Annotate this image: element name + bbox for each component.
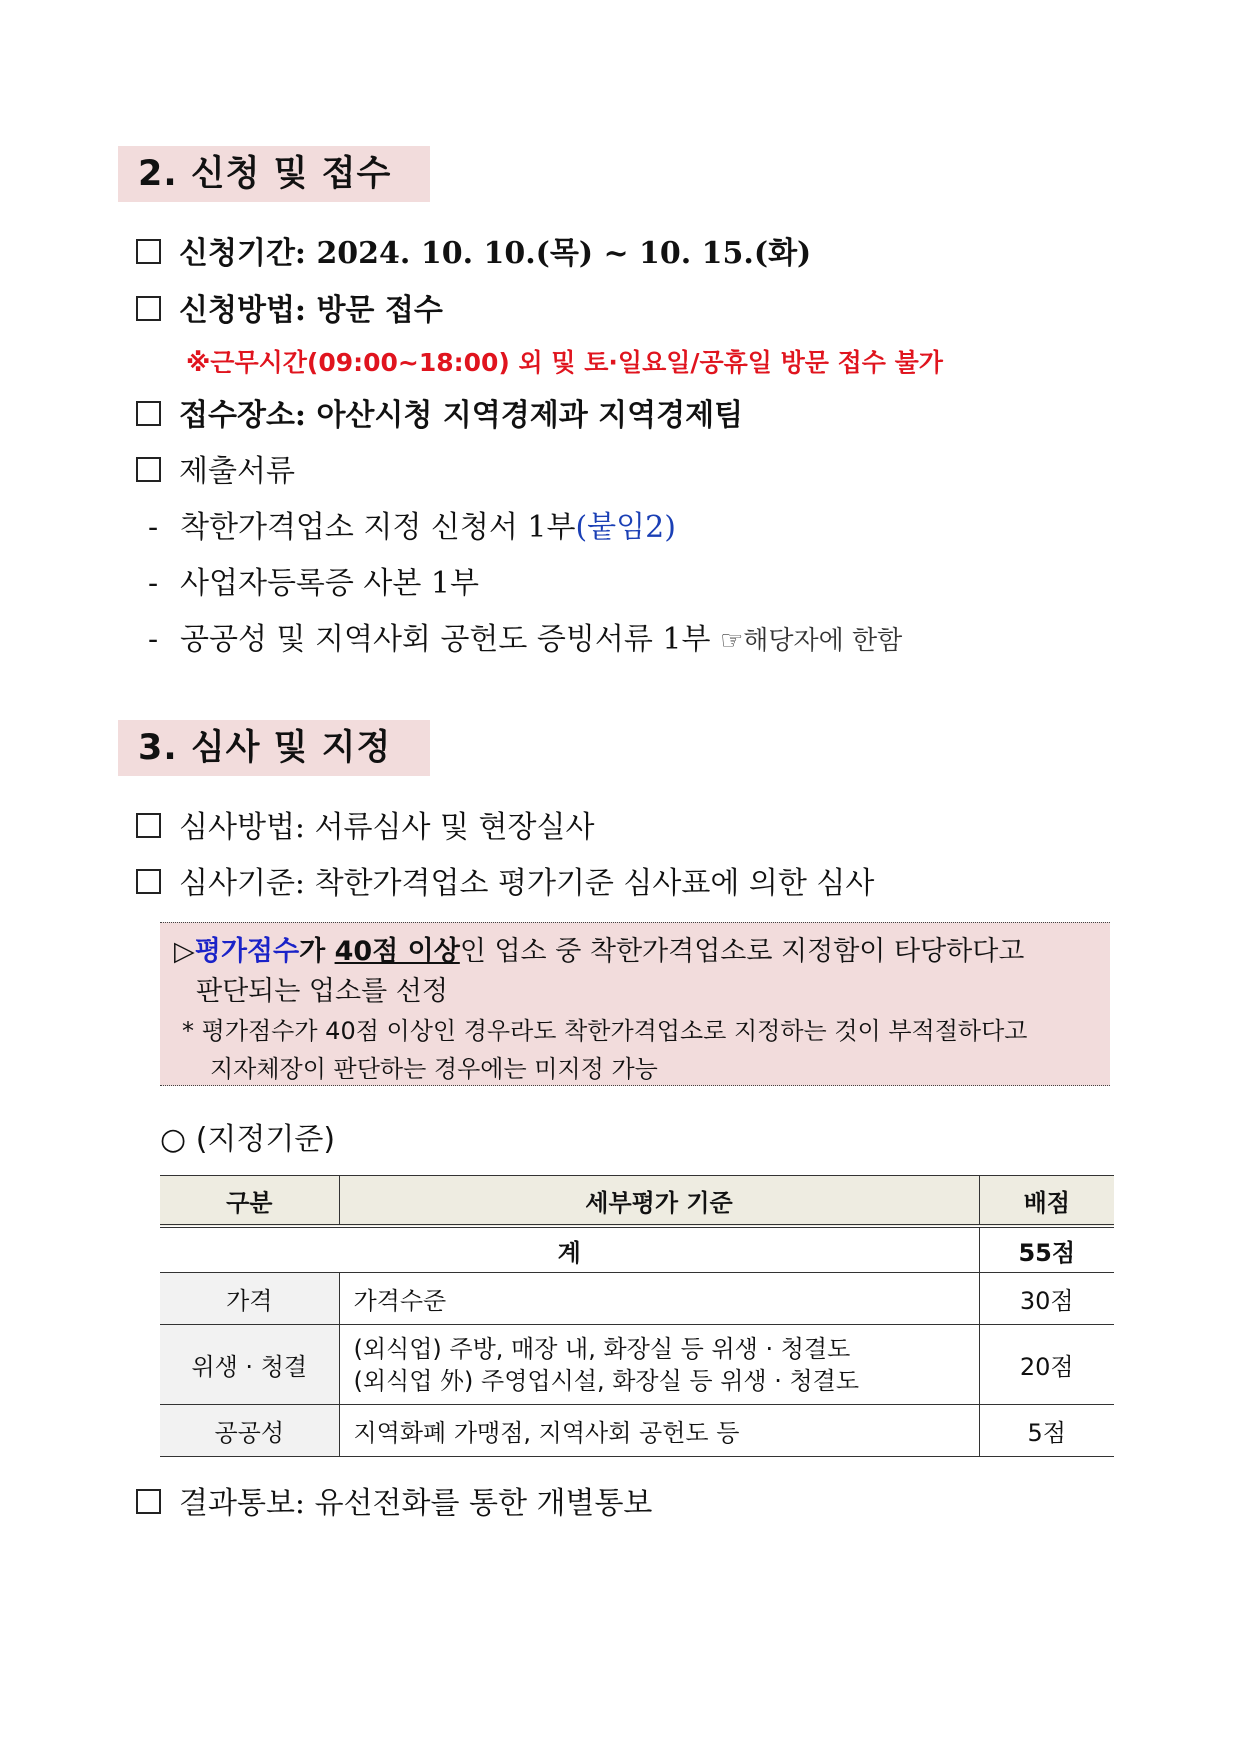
application-period [136,228,811,272]
review-method-text: 심사방법: 서류심사 및 현장실사 [179,810,595,845]
row-detail-line-2: (외식업 外) 주영업시설, 화장실 등 위생 · 청결도 [353,1366,860,1395]
checkbox-icon [136,401,161,426]
note-line-1 [174,929,1024,968]
checkbox-icon [136,813,161,838]
document-item-1: - 착한가격업소 지정 신청서 1부(붙임2) [148,510,676,545]
total-label: 계 [160,1226,979,1273]
checkbox-icon [136,296,161,321]
row-category: 공공성 [160,1405,339,1457]
row-score: 5점 [979,1405,1114,1457]
result-notification [136,1478,652,1522]
table-total-row [160,1226,1114,1273]
note-line-4: 지자체장이 판단하는 경우에는 미지정 가능 [210,1055,658,1083]
row-detail: 가격수준 [339,1273,979,1325]
section-2-heading: 2. 신청 및 접수 [118,146,430,202]
review-criteria-text: 심사기준: 착한가격업소 평가기준 심사표에 의한 심사 [179,866,875,901]
document-item-text: 착한가격업소 지정 신청서 1부 [180,510,576,545]
section-3-heading: 3. 심사 및 지정 [118,720,430,776]
note-threshold: 40점 이상 [334,936,460,967]
applicable-note: ☞해당자에 한함 [720,626,903,656]
table-row [160,1273,1114,1325]
checkbox-icon [136,457,161,482]
header-category: 구분 [160,1176,339,1227]
document-item-text: 사업자등록증 사본 1부 [180,566,479,601]
review-criteria [136,858,874,902]
table-row [160,1325,1114,1405]
designation-criteria-subheading: ○ (지정기준) [160,1122,336,1157]
documents-title-text: 제출서류 [179,454,295,489]
note-line-2: 판단되는 업소를 선정 [196,976,448,1007]
row-detail [339,1325,979,1405]
checkbox-icon [136,239,161,264]
row-score: 30점 [979,1273,1114,1325]
note-keyword: 평가점수 [194,936,300,967]
header-detail: 세부평가 기준 [339,1176,979,1227]
document-item-text: 공공성 및 지역사회 공헌도 증빙서류 1부 [180,622,711,657]
note-rest: 인 업소 중 착한가격업소로 지정함이 타당하다고 [459,936,1025,967]
checkbox-icon [136,869,161,894]
review-method [136,802,594,846]
triangle-arrow-icon: ▷ [174,936,195,967]
document-item-3: - 공공성 및 지역사회 공헌도 증빙서류 1부 ☞해당자에 한함 [148,622,903,657]
row-category: 가격 [160,1273,339,1325]
header-score: 배점 [979,1176,1114,1227]
row-score: 20점 [979,1325,1114,1405]
document-item-2: - 사업자등록증 사본 1부 [148,566,479,601]
result-notification-text: 결과통보: 유선전화를 통한 개별통보 [179,1486,653,1521]
attachment-reference: (붙임2) [575,510,676,545]
total-score: 55점 [979,1226,1114,1273]
note-particle: 가 [299,936,335,967]
reception-place-text: 접수장소: 아산시청 지역경제과 지역경제팀 [179,398,744,433]
documents-title [136,446,295,490]
checkbox-icon [136,1489,161,1514]
application-method-text: 신청방법: 방문 접수 [179,293,443,328]
application-method [136,285,443,329]
note-line-3: * 평가점수가 40점 이상인 경우라도 착한가격업소로 지정하는 것이 부적절하다고 [182,1017,1028,1045]
row-detail-line-1: (외식업) 주방, 매장 내, 화장실 등 위생 · 청결도 [353,1334,851,1363]
reception-place [136,390,743,434]
row-category: 위생 · 청결 [160,1325,339,1405]
table-header-row [160,1176,1114,1227]
criteria-table [160,1175,1114,1457]
selection-note-box [160,922,1110,1086]
table-row [160,1405,1114,1457]
row-detail: 지역화폐 가맹점, 지역사회 공헌도 등 [339,1405,979,1457]
application-period-text: 신청기간: 2024. 10. 10.(목) ~ 10. 15.(화) [179,236,812,271]
working-hours-note: ※근무시간(09:00~18:00) 외 및 토·일요일/공휴일 방문 접수 불가 [186,348,943,377]
